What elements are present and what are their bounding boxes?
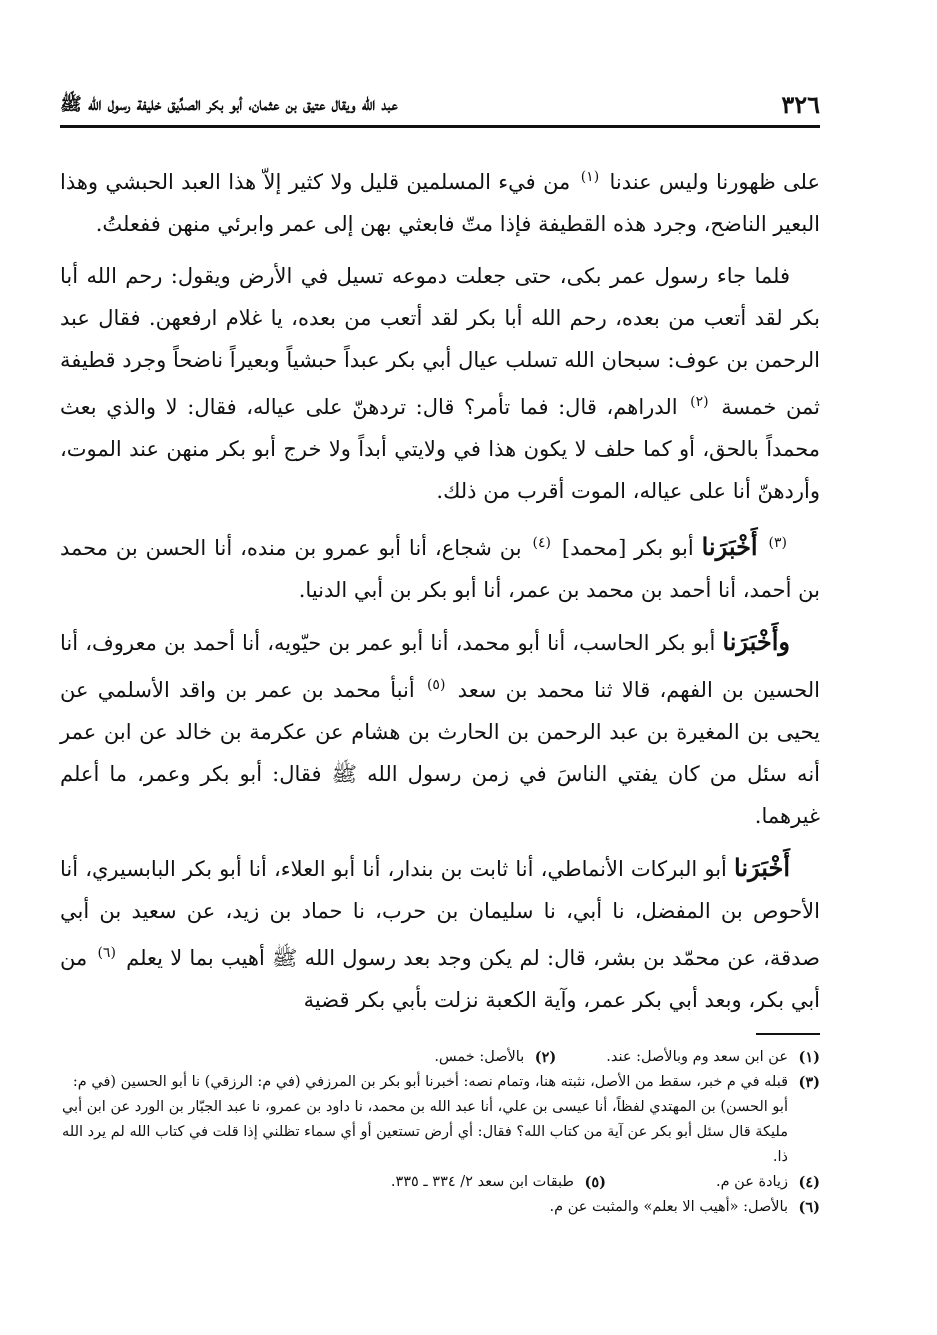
footnote-ref-5: (٥) [426, 677, 446, 693]
footnote-ref-4: (٤) [532, 535, 551, 551]
book-page [60, 90, 820, 1220]
paragraph-4 [60, 621, 820, 837]
footnote-number: (٦) [798, 1199, 820, 1216]
text-segment: أبو بكر [محمد] [561, 536, 694, 560]
footnote-number: (١) [798, 1049, 820, 1066]
footnote-2 [434, 1045, 556, 1070]
footnote-ref-6: (٦) [97, 945, 116, 961]
footnote-ref-1: (١) [580, 169, 600, 185]
footnote-text: بالأصل: خمس. [434, 1049, 525, 1065]
footnote-1 [606, 1045, 820, 1070]
footnote-number: (٣) [798, 1074, 820, 1091]
page-header [60, 90, 820, 128]
page-number: ٣٢٦ [781, 90, 820, 119]
running-title: عبد الله ويقال عتيق بن عثمان، أبو بكر الصدِّيق خليفة رسول الله ﷺ [60, 94, 398, 115]
lead-word: وأَخْبَرَنا [722, 627, 790, 656]
footnote-number: (٥) [584, 1174, 606, 1191]
text-segment: على ظهورنا وليس عندنا [609, 170, 821, 194]
text-segment: من فيء المسلمين قليل ولا كثير إلاّ هذا العبد الحبشي وهذا البعير الناضح، وجرد هذه القطيفة فإذا متّ فابعثي بهن إلى عمر وابرئي منهن ففعلتُ. [60, 170, 820, 236]
footnote-divider [756, 1033, 820, 1035]
footnote-ref-3: (٣) [768, 535, 787, 551]
text-segment: من أبي بكر، وبعد أبي بكر عمر، وآية الكعبة نزلت بأبي بكر قضية [60, 946, 820, 1012]
text-segment: أبو بكر الحاسب، أنا أبو محمد، أنا أبو عمر بن حيّويه، أنا أحمد بن معروف، أنا الحسين بن الفهم، قالا ثنا محمد بن سعد [60, 631, 820, 702]
text-segment: أبو البركات الأنماطي، أنا ثابت بن بندار، أنا أبو العلاء، أنا أبو بكر البابسيري، أنا الأحوص بن المفضل، نا أبي، نا سليمان بن حرب، نا حماد بن زيد، عن سعيد بن أبي صدقة، عن محمّد بن بشر، قال: لم يكن وجد بعد رسول الله ﷺ أهيب بما لا يعلم [60, 857, 820, 970]
footnote-text: قبله في م خبر، سقط من الأصل، نثبته هنا، وتمام نصه: أخبرنا أبو بكر بن المرزفي (في م: الرزقي) نا أبو الحسين (في م: أبو الحسن) بن المهتدي لفظاً، أنا عيسى بن علي، أنا عبد الله بن محمد، نا داود بن عمرو، نا عبد الجبّار بن الورد عن ابن أبي مليكة قال سئل أبو بكر عن آية من كتاب الله؟ فقال: أي أرض تستعين أو أي سماء تظلني إذا قلت في كتاب الله لم يرد الله ذا. [61, 1074, 788, 1165]
text-segment: بن شجاع، أنا أبو عمرو بن منده، أنا الحسن بن محمد بن أحمد، أنا أحمد بن محمد بن عمر، أنا أبو بكر بن أبي الدنيا. [60, 536, 820, 602]
footnote-text: عن ابن سعد وم وبالأصل: عند. [606, 1049, 788, 1065]
text-segment: أنبأ محمد بن عمر بن واقد الأسلمي عن يحيى بن المغيرة بن عبد الرحمن بن الحارث بن هشام عن عكرمة بن خالد عن ابن عمر أنه سئل من كان يفتي الناسَ في زمن رسول الله ﷺ فقال: أبو بكر وعمر، ما أعلم غيرهما. [60, 678, 820, 828]
footnote-number: (٢) [534, 1049, 557, 1066]
footnote-text: بالأصل: «أهيب الا بعلم» والمثبت عن م. [549, 1199, 788, 1215]
footnote-text: طبقات ابن سعد ٢/ ٣٣٤ ـ ٣٣٥. [390, 1174, 574, 1190]
footnotes [60, 1045, 820, 1220]
text-segment: الدراهم، قال: فما تأمر؟ قال: تردهنّ على عياله، فقال: لا والذي بعث محمداً بالحق، أو كما حلف لا يكون هذا في ولايتي أبداً ولا خرج أبو بكر منهن عند الموت، وأردهنّ أنا على عياله، الموت أقرب من ذلك. [60, 395, 820, 503]
footnote-text: زيادة عن م. [715, 1174, 788, 1190]
footnote-3 [60, 1070, 820, 1170]
footnote-number: (٤) [798, 1174, 820, 1191]
paragraph-5 [60, 847, 820, 1021]
footnote-5 [391, 1170, 606, 1195]
paragraph-2 [60, 255, 820, 512]
footnote-row [60, 1170, 820, 1195]
footnote-6 [60, 1195, 820, 1220]
lead-word: أَخْبَرَنا [734, 853, 790, 882]
footnote-row [60, 1045, 820, 1070]
paragraph-3 [60, 522, 820, 611]
paragraph-1 [60, 156, 820, 245]
main-text [60, 156, 820, 1021]
lead-word: أَخْبَرَنا [701, 532, 758, 561]
text-segment: فلما جاء رسول عمر بكى، حتى جعلت دموعه تسيل في الأرض ويقول: رحم الله أبا بكر لقد أتعب من بعده، رحم الله أبا بكر لقد أتعب من بعده، يا غلام ارفعهن. فقال عبد الرحمن بن عوف: سبحان الله تسلب عيال أبي بكر عبداً حبشياً وبعيراً ناضحاً وجرد قطيفة ثمن خمسة [60, 264, 820, 419]
footnote-4 [716, 1170, 820, 1195]
footnote-ref-2: (٢) [690, 394, 709, 410]
